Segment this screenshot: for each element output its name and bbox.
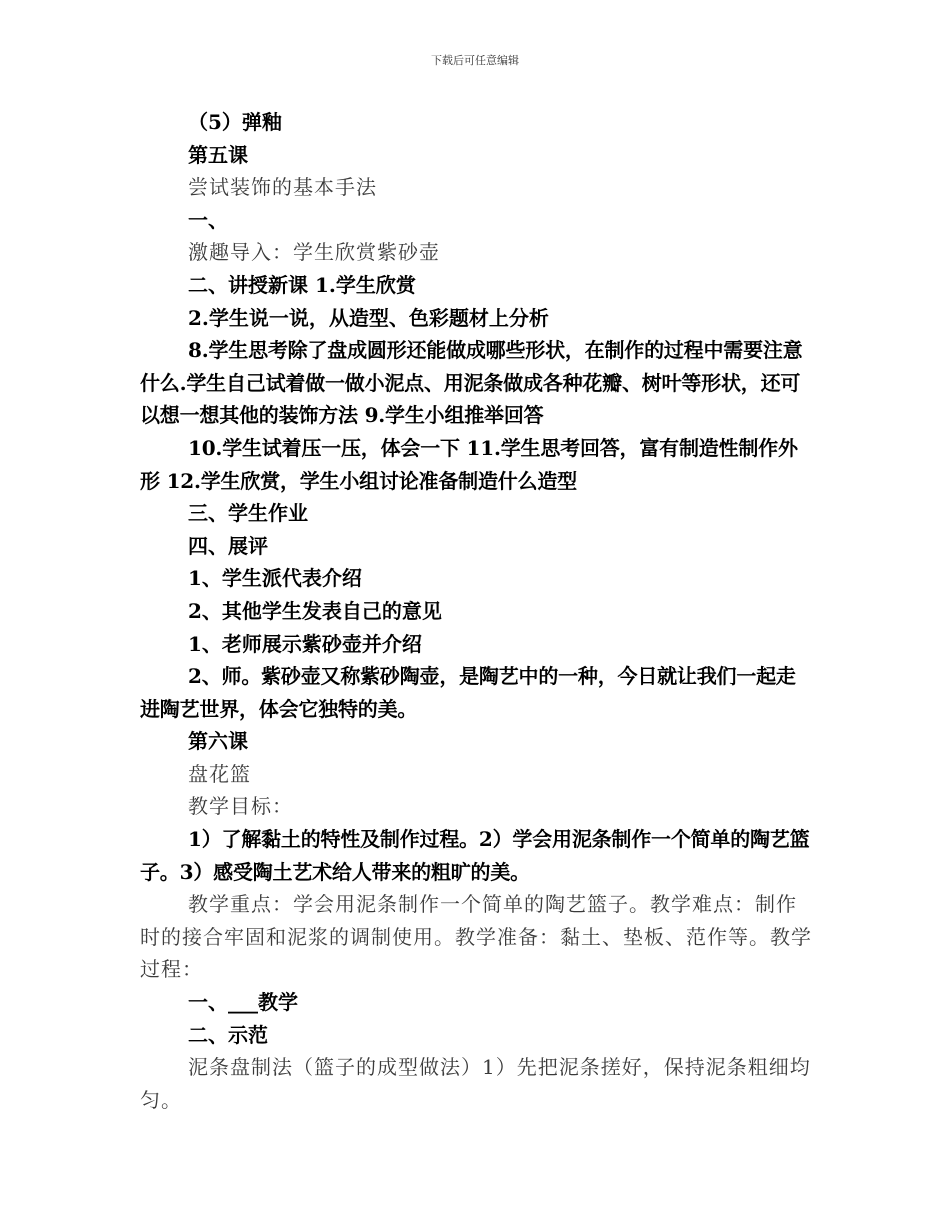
section-heading: 一、 xyxy=(188,207,228,232)
section-heading: 二、示范 xyxy=(188,1022,268,1047)
section-line: （5）弹釉 xyxy=(188,110,282,134)
paragraph: 10.学生试着压一压，体会一下 11.学生思考回答，富有制造性制作外形 12.学生欣赏，学生小组讨论准备制造什么造型 xyxy=(140,435,798,493)
text-line: 教学目标： xyxy=(188,794,293,819)
paragraph: 8.学生思考除了盘成圆形还能做成哪些形状，在制作的过程中需要注意什么.学生自己试着做一做小泥点、用泥条做成各种花瓣、树叶等形状，还可以想一想其他的装饰方法 9.学生小组推举回答 xyxy=(140,338,803,428)
paragraph: 教学重点：学会用泥条制作一个简单的陶艺篮子。教学难点：制作时的接合牢固和泥浆的调制使用。教学准备：黏土、垫板、范作等。教学过程： xyxy=(140,892,812,982)
section-heading: 四、展评 xyxy=(188,533,268,558)
text-line: 2、其他学生发表自己的意见 xyxy=(188,598,442,623)
section-heading: 一、___教学 xyxy=(188,990,298,1015)
section-heading: 三、学生作业 xyxy=(188,501,308,526)
page-header: 下载后可任意编辑 xyxy=(431,54,519,67)
section-heading: 二、讲授新课 1.学生欣赏 xyxy=(188,272,416,297)
paragraph: 2、师。紫砂壶又称紫砂陶壶，是陶艺中的一种，今日就让我们一起走进陶艺世界，体会它独特的美。 xyxy=(140,664,796,721)
lesson-subtitle: 尝试装饰的基本手法 xyxy=(188,175,377,200)
paragraph: 1）了解黏土的特性及制作过程。2）学会用泥条制作一个简单的陶艺篮子。3）感受陶土艺术给人带来的粗旷的美。 xyxy=(140,827,810,884)
lesson-title: 第六课 xyxy=(188,729,248,754)
text-line: 2.学生说一说，从造型、色彩题材上分析 xyxy=(188,305,549,330)
lesson-subtitle: 盘花篮 xyxy=(188,761,251,786)
text-line: 激趣导入：学生欣赏紫砂壶 xyxy=(188,240,440,265)
text-line: 1、老师展示紫砂壶并介绍 xyxy=(188,631,422,656)
lesson-title: 第五课 xyxy=(188,142,248,167)
document-body xyxy=(140,106,815,1116)
text-line: 1、学生派代表介绍 xyxy=(188,566,362,591)
paragraph: 泥条盘制法（篮子的成型做法）1）先把泥条搓好，保持泥条粗细均匀。 xyxy=(140,1055,811,1112)
